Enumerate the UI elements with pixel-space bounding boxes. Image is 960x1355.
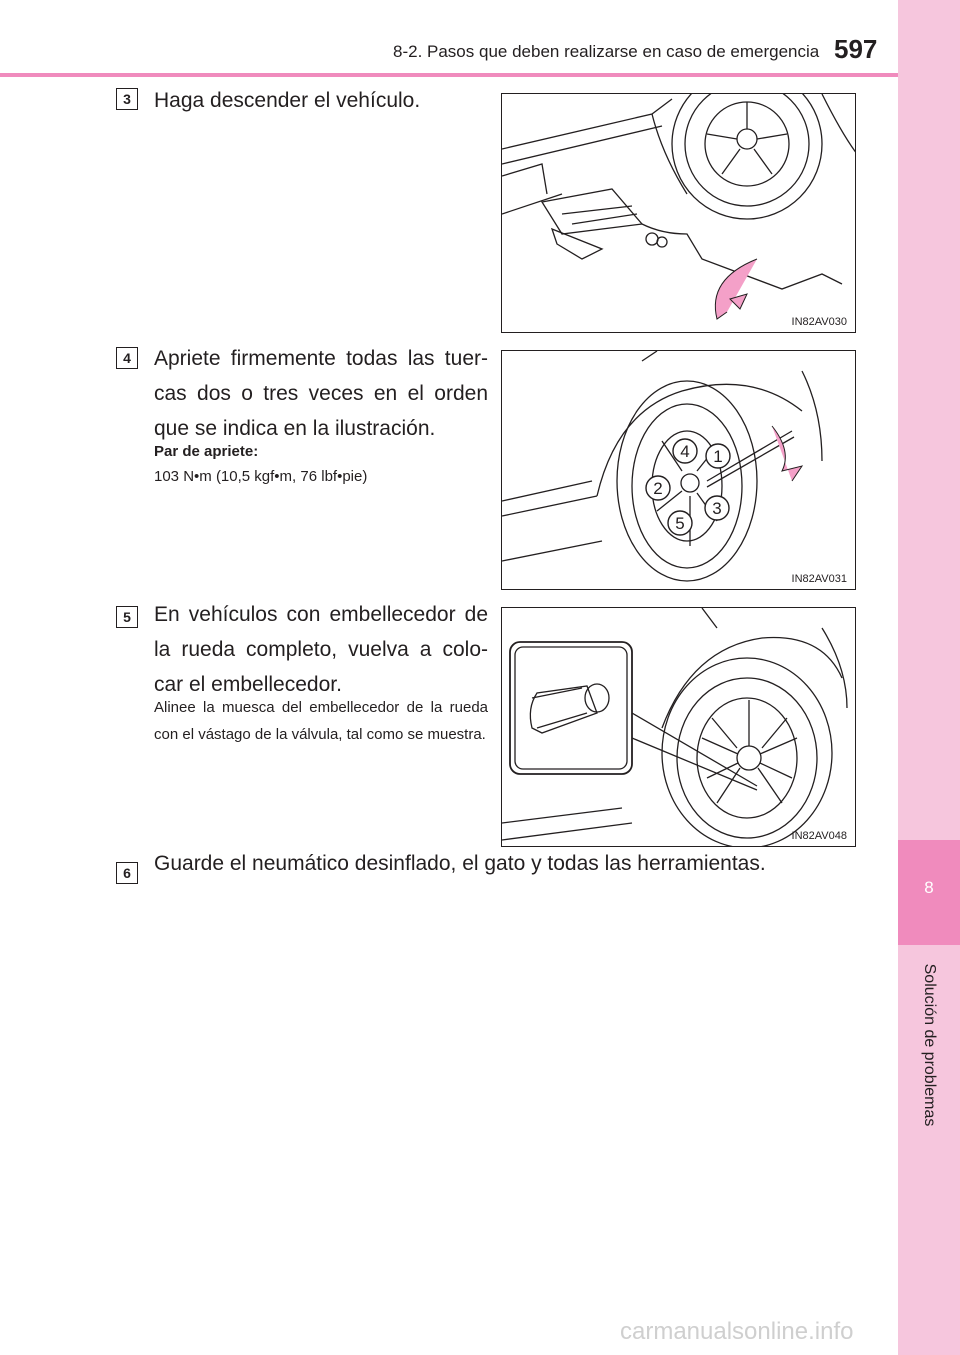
chapter-number: 8: [924, 878, 934, 897]
nut-label-3: 3: [712, 499, 722, 518]
figure-code: IN82AV048: [791, 830, 847, 842]
step-6-text: Guarde el neumático desinflado, el gato y todas las herramientas.: [154, 852, 766, 875]
step-4-badge: 4: [116, 347, 138, 369]
figure-code: IN82AV031: [791, 573, 847, 585]
nut-label-2: 2: [653, 479, 663, 498]
section-title: 8-2. Pasos que deben realizarse en caso de emergencia: [393, 42, 820, 61]
figure-tighten-nuts: [501, 350, 856, 590]
wheel-cover-note: Alinee la muesca del embellecedor de la rueda con el vástago de la válvula, tal como se muestra.: [154, 699, 488, 743]
step-3-text: Haga descender el vehículo.: [154, 89, 421, 112]
nut-label-1: 1: [713, 447, 723, 466]
jack-illustration: [502, 94, 856, 333]
figure-lower-vehicle: [501, 93, 856, 333]
torque-title: Par de apriete:: [154, 443, 259, 460]
figure-code: IN82AV030: [791, 316, 847, 328]
chapter-title: Solución de problemas: [921, 963, 938, 1127]
step-5-text: En vehículos con embellecedor de la rueda completo, vuelva a colo-car el embellecedor.: [154, 603, 488, 696]
nut-label-4: 4: [680, 442, 690, 461]
nut-label-5: 5: [675, 514, 685, 533]
wheel-nut-illustration: [502, 351, 856, 590]
watermark: carmanualsonline.info: [620, 1318, 854, 1345]
page-number: 597: [834, 34, 878, 64]
step-5-badge: 5: [116, 606, 138, 628]
step-4-text: Apriete firmemente todas las tuer-cas dos o tres veces en el orden que se indica en la ilustración.: [154, 347, 488, 440]
torque-value: 103 N•m (10,5 kgf•m, 76 lbf•pie): [154, 468, 368, 485]
step-6-badge: 6: [116, 862, 138, 884]
header-rule: [0, 73, 898, 77]
wheel-cover-illustration: [502, 608, 856, 847]
chapter-sidebar: [898, 0, 960, 1355]
figure-wheel-cover: [501, 607, 856, 847]
step-3-badge: 3: [116, 88, 138, 110]
